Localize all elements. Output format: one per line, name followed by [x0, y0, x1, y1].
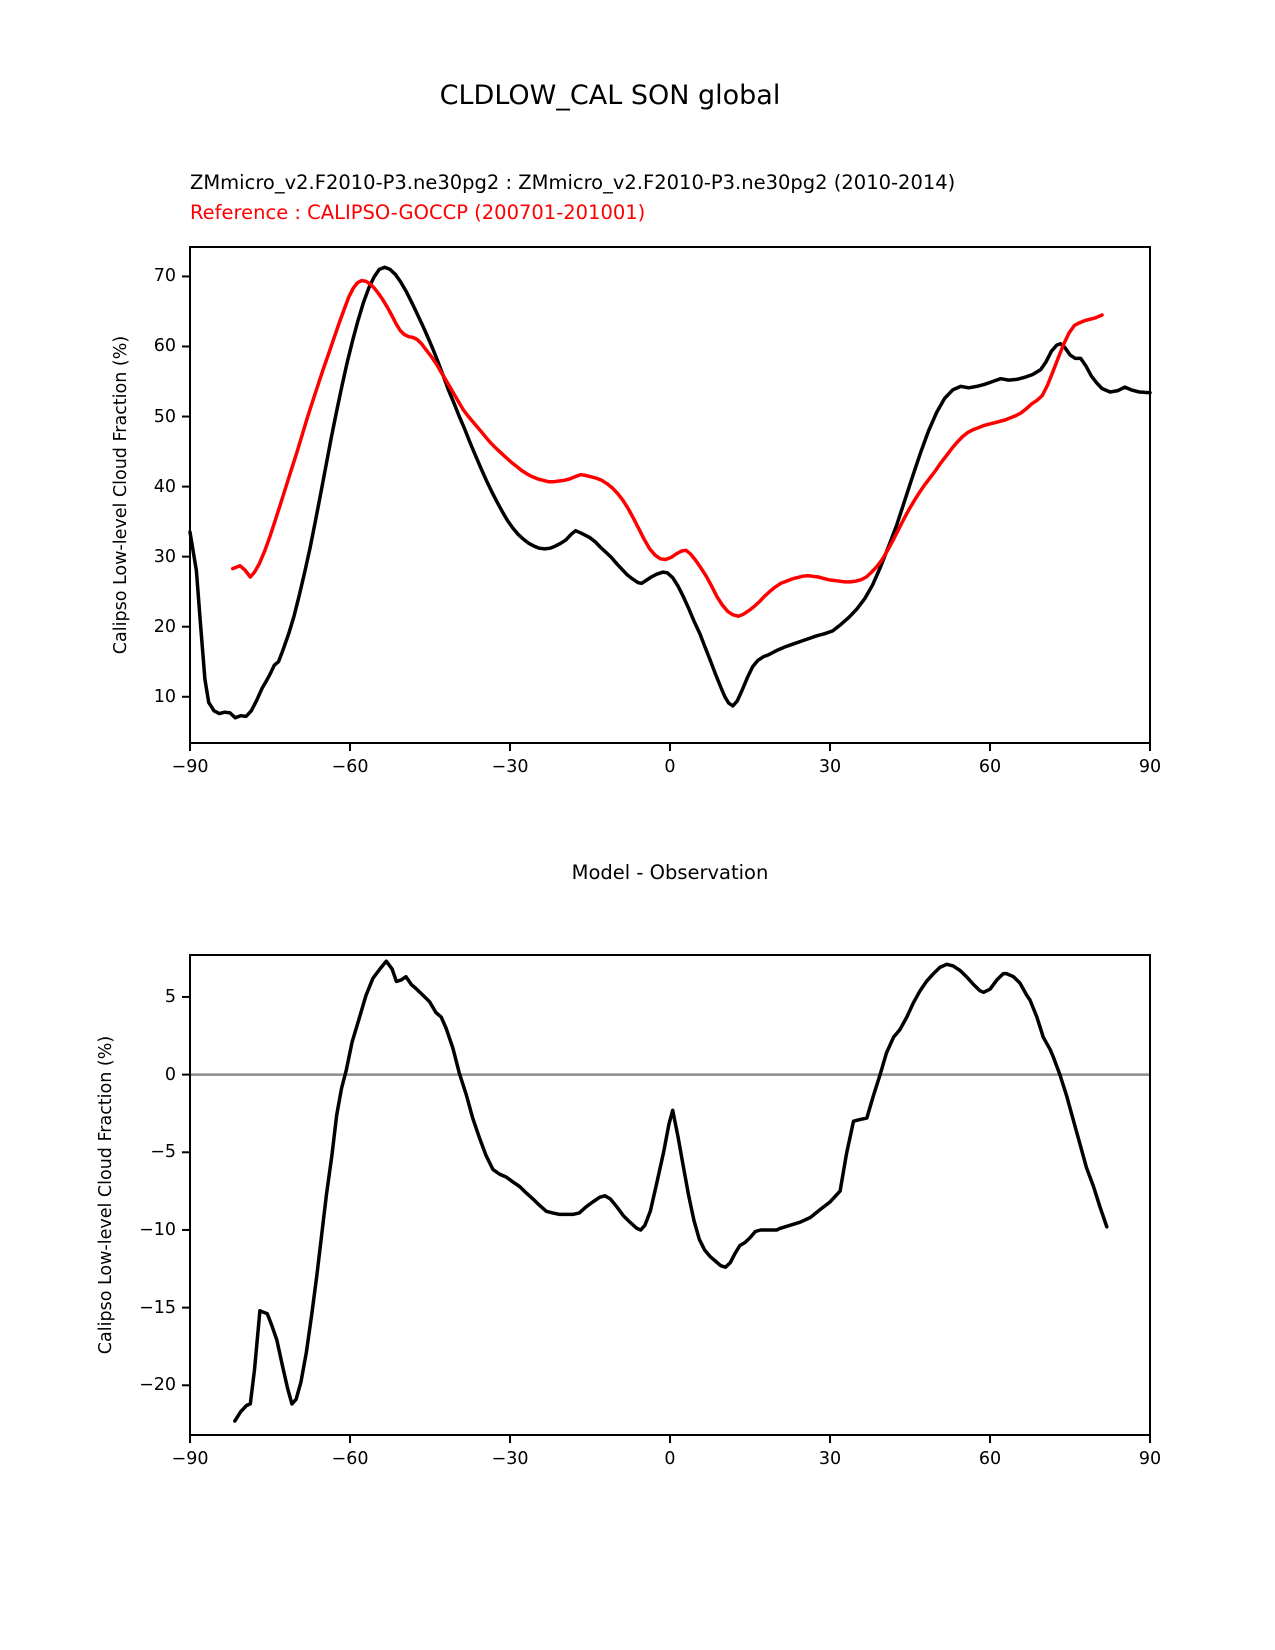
y-tick-label: 70	[153, 266, 176, 287]
x-tick-label: −30	[491, 757, 529, 777]
y-tick-label: −20	[139, 1375, 176, 1396]
bottom-plot-title: Model - Observation	[571, 861, 769, 884]
y-tick-label: 5	[164, 986, 176, 1007]
y-tick-label: 20	[153, 616, 176, 637]
x-tick-label: 0	[664, 1449, 676, 1469]
reference-label: Reference : CALIPSO-GOCCP (200701-201001)	[190, 201, 646, 224]
x-tick-label: −90	[171, 757, 209, 777]
y-tick-label: 30	[153, 546, 176, 567]
x-tick-label: 90	[1138, 1449, 1162, 1469]
y-tick-label: −5	[150, 1142, 176, 1163]
x-tick-label: 30	[818, 1449, 842, 1469]
y-tick-label: 60	[153, 336, 176, 357]
x-tick-label: −60	[331, 1449, 369, 1469]
y-tick-label: 50	[153, 406, 176, 427]
y-tick-label: 0	[164, 1064, 176, 1085]
top-y-axis-label: Calipso Low-level Cloud Fraction (%)	[111, 335, 131, 655]
reference-curve	[233, 281, 1102, 617]
bottom-plot	[182, 955, 1150, 1443]
axes-frame	[190, 955, 1150, 1435]
x-tick-label: −90	[171, 1449, 209, 1469]
bottom-y-axis-label: Calipso Low-level Cloud Fraction (%)	[96, 1035, 116, 1355]
x-tick-label: 60	[978, 757, 1002, 777]
model-run-label: ZMmicro_v2.F2010-P3.ne30pg2 : ZMmicro_v2.F2010-P3.ne30pg2 (2010-2014)	[190, 171, 956, 194]
x-tick-label: 60	[978, 1449, 1002, 1469]
figure-title: CLDLOW_CAL SON global	[439, 80, 781, 111]
x-tick-label: 30	[818, 757, 842, 777]
top-plot	[182, 247, 1150, 751]
axes-frame	[190, 247, 1150, 743]
x-tick-label: 90	[1138, 757, 1162, 777]
x-tick-label: −30	[491, 1449, 529, 1469]
y-tick-label: 10	[153, 686, 176, 707]
y-tick-label: 40	[153, 476, 176, 497]
x-tick-label: 0	[664, 757, 676, 777]
x-tick-label: −60	[331, 757, 369, 777]
difference-curve	[235, 961, 1107, 1421]
y-tick-label: −10	[139, 1219, 176, 1240]
y-tick-label: −15	[139, 1297, 176, 1318]
